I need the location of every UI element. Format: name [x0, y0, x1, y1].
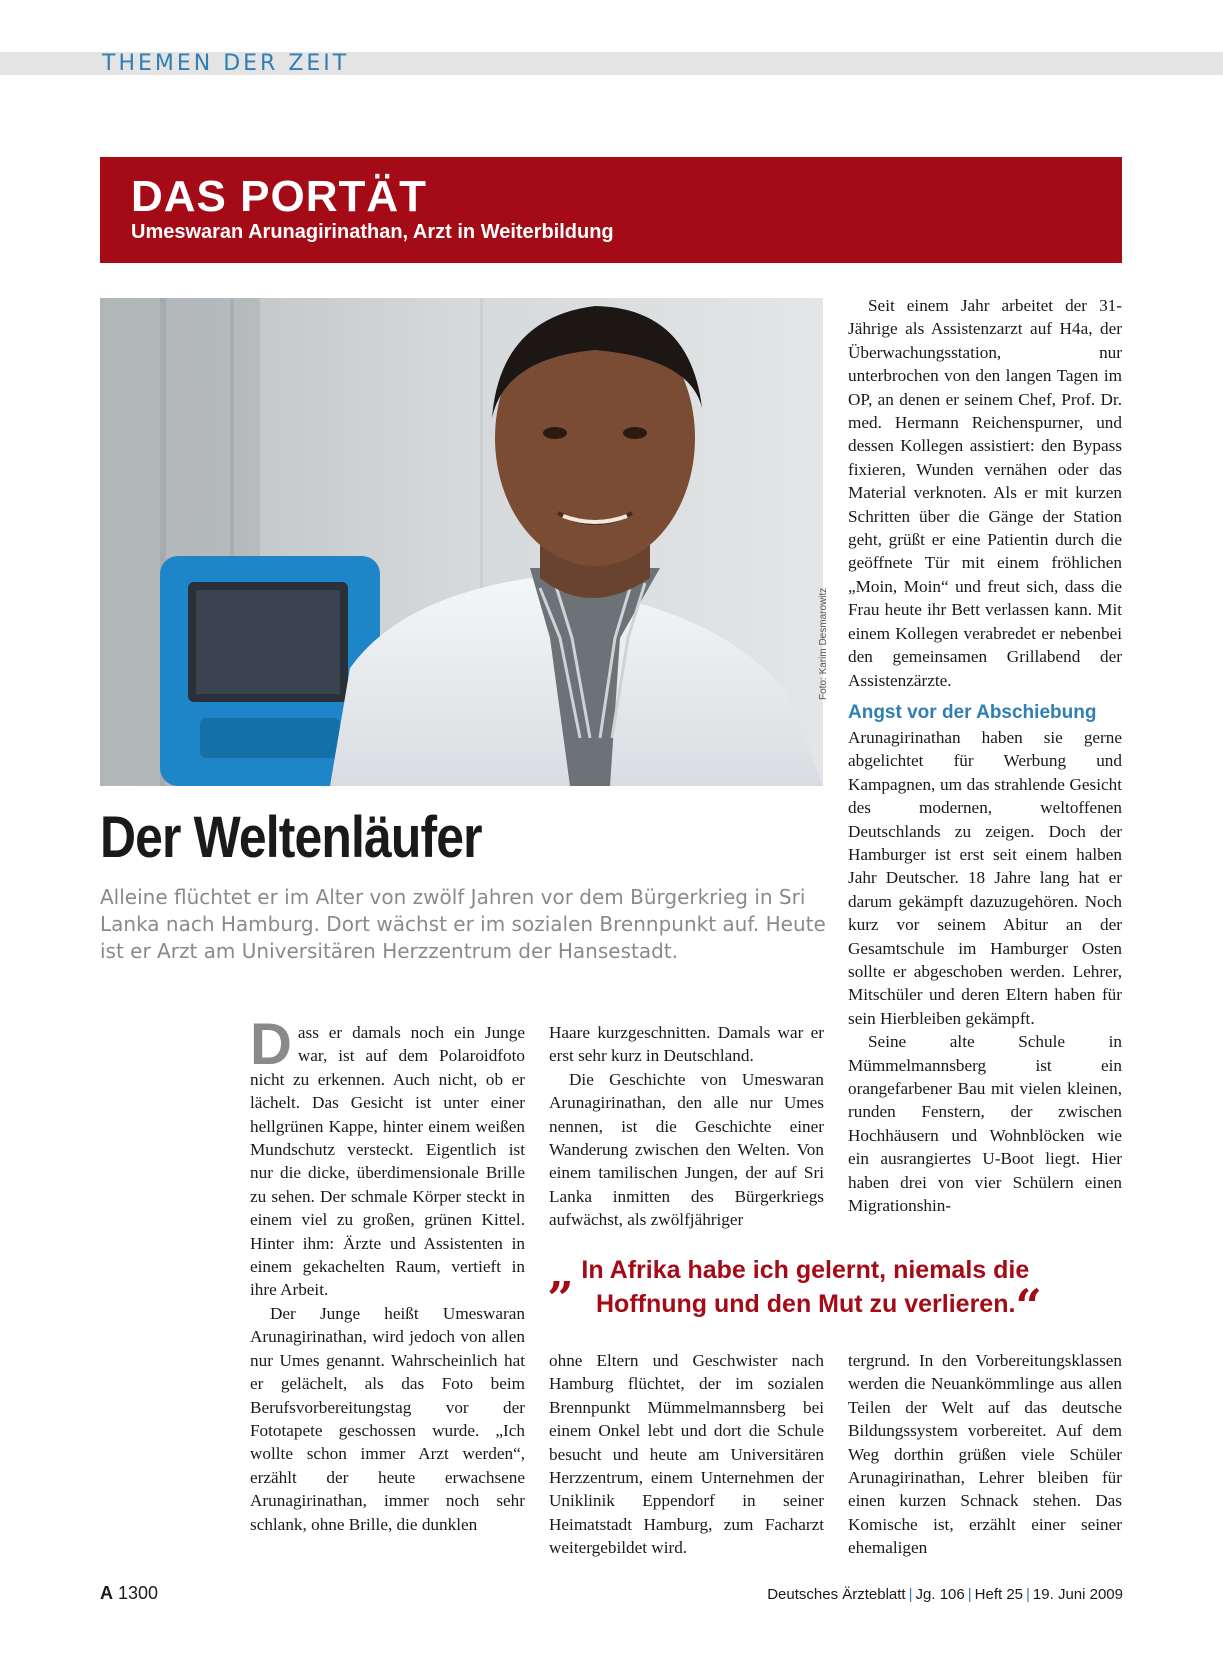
- paragraph: Haare kurzgeschnitten. Damals war er erst sehr kurz in Deutschland.: [549, 1023, 824, 1066]
- paragraph: [250, 1012, 525, 1302]
- paragraph: Der Junge heißt Umeswaran Arunagirinathan, wird jedoch von allen nur Umes genannt. Wahrscheinlich hat er gelächelt, als das Foto beim Berufsvorbereitungstag vor der Fototapete geschossen wurde. „Ich wollte schon immer Arzt werden“, erzählt der heute erwachsene Arunagirinathan, immer noch sehr schlank, ohne Brille, die dunklen: [250, 1303, 525, 1534]
- paragraph: Seit einem Jahr arbeitet der 31-Jährige als Assistenzarzt auf H4a, der Überwachungsstation, nur unterbrochen von den langen Tagen im OP, an denen er seinem Chef, Prof. Dr. med. Hermann Reichenspurner, und dessen Kollegen assistiert: den Bypass fixieren, Wunden vernähen oder das Material verknoten. Als er mit kurzen Schritten über die Gänge der Station geht, grüßt er eine Patientin durch die geöffnete Tür mit einem fröhlichen „Moin, Moin“ und freut sich, dass die Frau heute ihr Bett verlassen kann. Mit einem Kollegen verabredet er nebenbei den gemeinsamen Grillabend der Assistenzärzte.: [848, 296, 1122, 690]
- paragraph: Arunagirinathan haben sie gerne abgelichtet für Werbung und Kampagnen, um das strahlende Gesicht des modernen, weltoffenen Deutschlands zu zeigen. Doch der Hamburger ist erst seit einem halben Jahr Deutscher. 18 Jahre lang hat er darum gekämpft dazuzugehören. Noch kurz vor seinem Abitur an der Gesamtschule im Hamburger Osten sollte er abgeschoben werden. Lehrer, Mitschüler und deren Eltern haben für sein Hierbleiben gekämpft.: [848, 727, 1122, 1028]
- column-2-bottom: [549, 1349, 824, 1560]
- banner-subtitle: Umeswaran Arunagirinathan, Arzt in Weiterbildung: [131, 221, 614, 243]
- separator: |: [908, 1586, 913, 1603]
- column-1: [250, 1012, 525, 1536]
- paragraph-text: ass er damals noch ein Junge war, ist auf dem Polaroidfoto nicht zu erkennen. Auch nicht, ob er lächelt. Das Gesicht ist unter einer hellgrünen Kappe, hinter einem weißen Mundschutz versteckt. Eigentlich ist nur die dicke, überdimensionale Brille zu sehen. Der schmale Körper steckt in einem viel zu großen, grünen Kittel. Hinter ihm: Ärzte und Assistenten in einem gekachelten Raum, vertieft in ihre Arbeit.: [250, 1023, 525, 1300]
- quote-line-2: Hoffnung und den Mut zu verlieren.: [596, 1290, 1016, 1318]
- drop-cap: D: [250, 1012, 292, 1077]
- paragraph: tergrund. In den Vorbereitungsklassen werden die Neuankömmlinge aus allen Teilen der Welt auf das deutsche Bildungssystem vorbereitet. Auf dem Weg dorthin grüßen viele Schüler Arunagirinathan, Lehrer bleiben für einen kurzen Schnack stehen. Das Komische ist, erzählt einer seiner ehemaligen: [848, 1351, 1122, 1558]
- section-label: THEMEN DER ZEIT: [102, 51, 350, 76]
- page-number-value: 1300: [118, 1583, 159, 1603]
- banner-title: DAS PORTÄT: [131, 172, 427, 221]
- photo-credit: Foto: Karim Desmarowitz: [818, 587, 829, 700]
- separator: |: [1026, 1586, 1030, 1603]
- portrait-banner: [100, 157, 1122, 263]
- paragraph: Die Geschichte von Umeswaran Arunagirinathan, den alle nur Umes nennen, ist die Geschichte einer Wanderung zwischen den Welten. Von einem tamilischen Jungen, der auf Sri Lanka inmitten des Bürgerkriegs aufwächst, als zwölfjähriger: [549, 1069, 824, 1230]
- issue-date: 19. Juni 2009: [1032, 1586, 1123, 1603]
- portrait-photo: [100, 298, 823, 786]
- quote-open-mark: „: [548, 1245, 575, 1299]
- quote-line-1: In Afrika habe ich gelernt, niemals die: [581, 1256, 1030, 1284]
- issue: Heft 25: [974, 1586, 1024, 1603]
- separator: |: [967, 1586, 972, 1603]
- column-2-top: [549, 1021, 824, 1232]
- paragraph: Seine alte Schule in Mümmelmannsberg ist ein orangefarbener Bau mit vielen kleinen, runden Fenstern, der zwischen Hochhäusern und Wohnblöcken wie ein ausrangiertes U-Boot liegt. Hier haben drei von vier Schülern einen Migrationshin-: [848, 1032, 1122, 1216]
- page-number: [100, 1582, 158, 1604]
- volume: Jg. 106: [915, 1586, 965, 1603]
- quote-close-mark: “: [1015, 1279, 1042, 1333]
- paragraph: ohne Eltern und Geschwister nach Hamburg flüchtet, der im sozialen Brennpunkt Mümmelmannsberg bei einem Onkel lebt und dort die Schule besucht und heute am Universitären Herzzentrum, einem Unternehmen der Uniklinik Eppendorf in seiner Heimatstadt Hamburg, zum Facharzt weitergebildet wird.: [549, 1351, 824, 1558]
- publication-info: [767, 1585, 1123, 1605]
- page-prefix: A: [100, 1583, 113, 1603]
- subheading: Angst vor der Abschiebung: [848, 701, 1097, 723]
- article-headline: Der Weltenläufer: [100, 805, 482, 870]
- column-3-bottom: [848, 1349, 1122, 1560]
- article-lead: Alleine flüchtet er im Alter von zwölf Jahren vor dem Bürgerkrieg in Sri Lanka nach Hamburg. Dort wächst er im sozialen Brennpunkt auf. Heute ist er Arzt am Universitären Herzzentrum der Hansestadt.: [100, 885, 826, 963]
- portrait-illustration: [100, 298, 823, 786]
- pull-quote: [548, 1245, 1108, 1333]
- column-3-top: [848, 294, 1122, 1217]
- journal-name: Deutsches Ärzteblatt: [767, 1586, 906, 1603]
